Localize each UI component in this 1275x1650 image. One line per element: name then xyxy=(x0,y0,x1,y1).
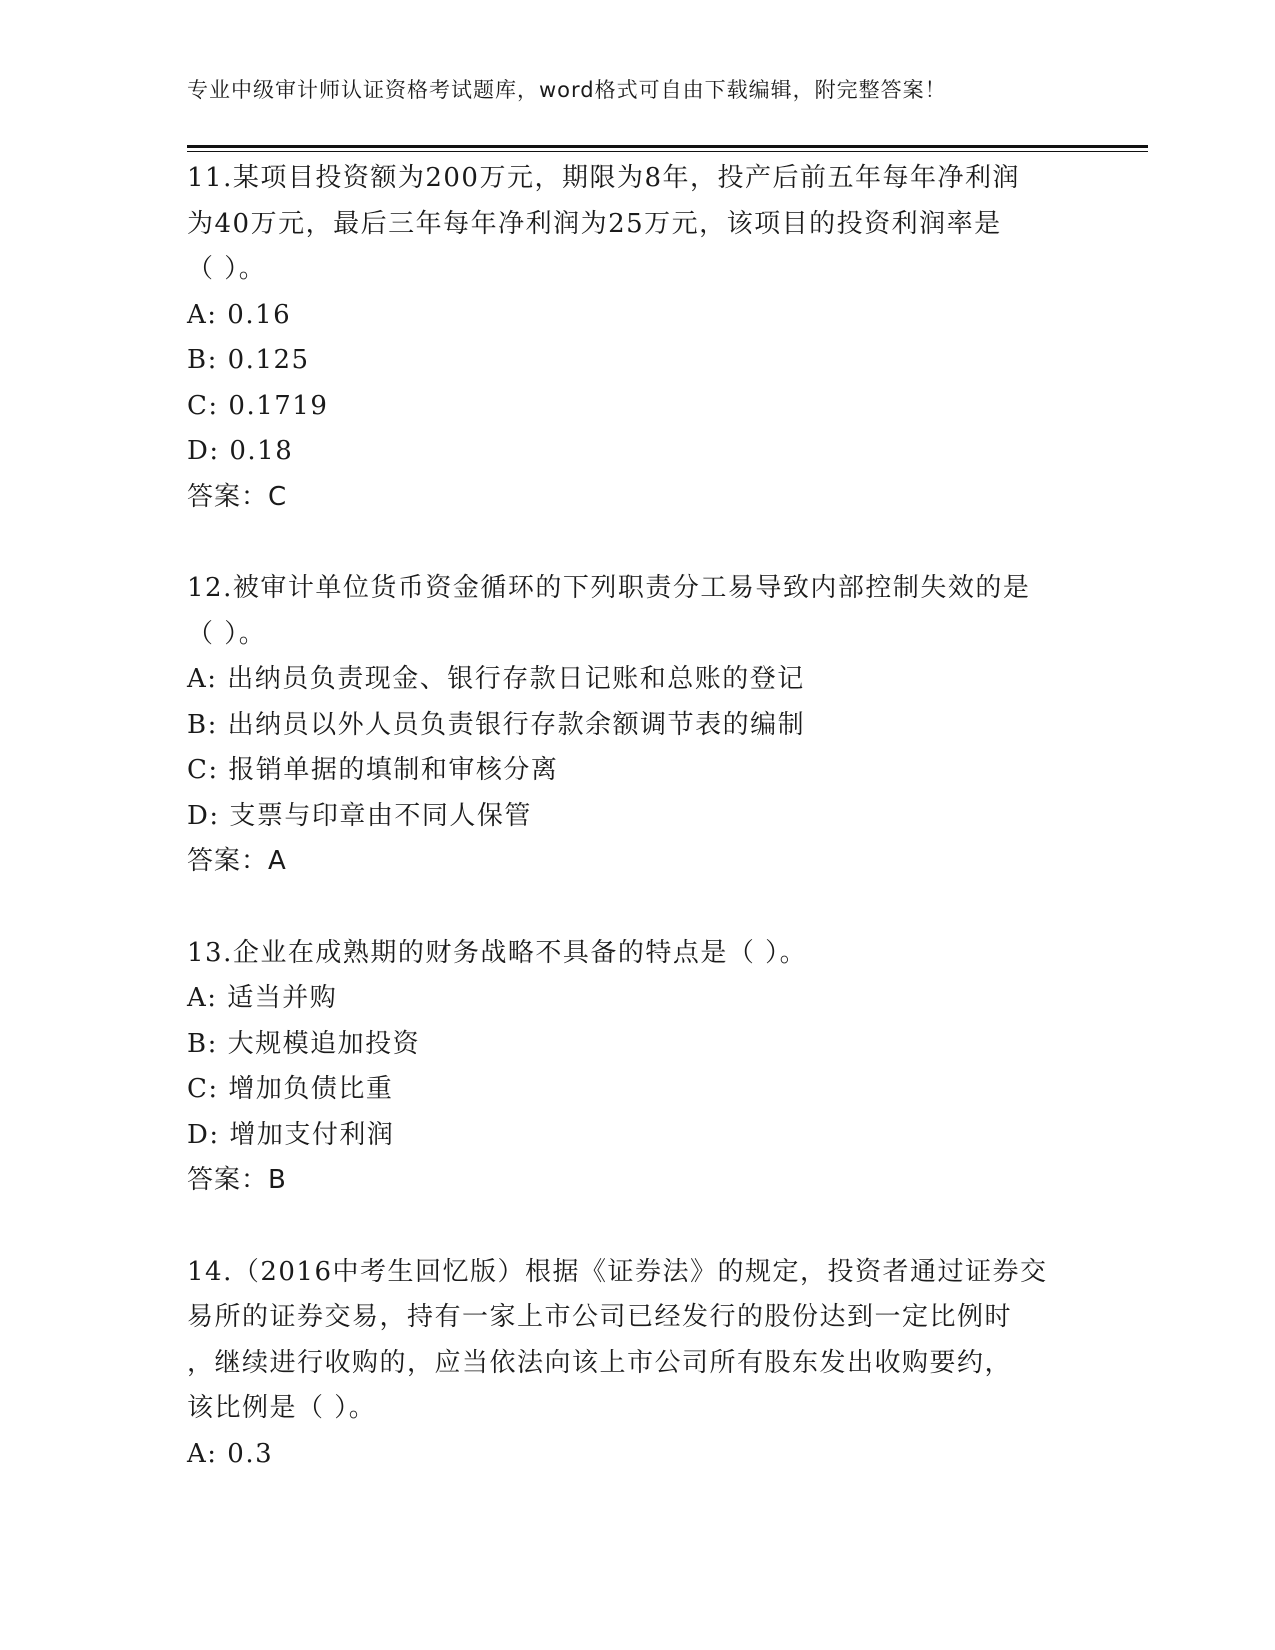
header-divider-thin xyxy=(187,151,1148,152)
question-stem-line: 12.被审计单位货币资金循环的下列职责分工易导致内部控制失效的是 xyxy=(187,573,1031,603)
question-stem-line: 13.企业在成熟期的财务战略不具备的特点是（ ）。 xyxy=(187,937,808,968)
option-c: C: 增加负债比重 xyxy=(187,1074,394,1104)
question-13 xyxy=(187,931,1087,1204)
option-a: A: 0.3 xyxy=(187,1438,274,1469)
page-header: 专业中级审计师认证资格考试题库，word格式可自由下载编辑，附完整答案！ xyxy=(187,78,947,102)
question-spacer xyxy=(187,520,1087,566)
option-d: D: 增加支付利润 xyxy=(187,1119,395,1150)
question-stem-line: 易所的证券交易，持有一家上市公司已经发行的股份达到一定比例时 xyxy=(187,1302,1013,1332)
question-stem-line: ，继续进行收购的，应当依法向该上市公司所有股东发出收购要约， xyxy=(187,1347,1013,1378)
option-c: C: 报销单据的填制和审核分离 xyxy=(187,755,559,785)
answer: 答案：B xyxy=(187,1165,287,1195)
answer: 答案：C xyxy=(187,481,288,512)
question-spacer xyxy=(187,1204,1087,1250)
question-11 xyxy=(187,156,1087,520)
question-spacer xyxy=(187,885,1087,931)
question-stem-line: 该比例是（ ）。 xyxy=(187,1393,377,1423)
option-a: A: 0.16 xyxy=(187,299,292,330)
question-list xyxy=(187,156,1087,1477)
option-d: D: 0.18 xyxy=(187,436,294,466)
question-stem-line: 14.（2016中考生回忆版）根据《证券法》的规定，投资者通过证券交 xyxy=(187,1256,1048,1287)
header-divider-thick xyxy=(187,145,1148,148)
question-stem-line: 11.某项目投资额为200万元，期限为8年，投产后前五年每年净利润 xyxy=(187,163,1021,193)
option-a: A: 出纳员负责现金、银行存款日记账和总账的登记 xyxy=(187,664,805,694)
question-stem-line: （ ）。 xyxy=(187,618,267,649)
question-14 xyxy=(187,1250,1087,1478)
option-a: A: 适当并购 xyxy=(187,983,338,1013)
option-d: D: 支票与印章由不同人保管 xyxy=(187,800,532,831)
answer: 答案：A xyxy=(187,846,287,876)
question-stem-line: （ ）。 xyxy=(187,254,267,284)
option-b: B: 0.125 xyxy=(187,345,310,375)
option-c: C: 0.1719 xyxy=(187,390,329,421)
question-12 xyxy=(187,566,1087,885)
option-b: B: 大规模追加投资 xyxy=(187,1028,421,1059)
option-b: B: 出纳员以外人员负责银行存款余额调节表的编制 xyxy=(187,709,806,740)
question-stem-line: 为40万元，最后三年每年净利润为25万元，该项目的投资利润率是 xyxy=(187,208,1002,239)
